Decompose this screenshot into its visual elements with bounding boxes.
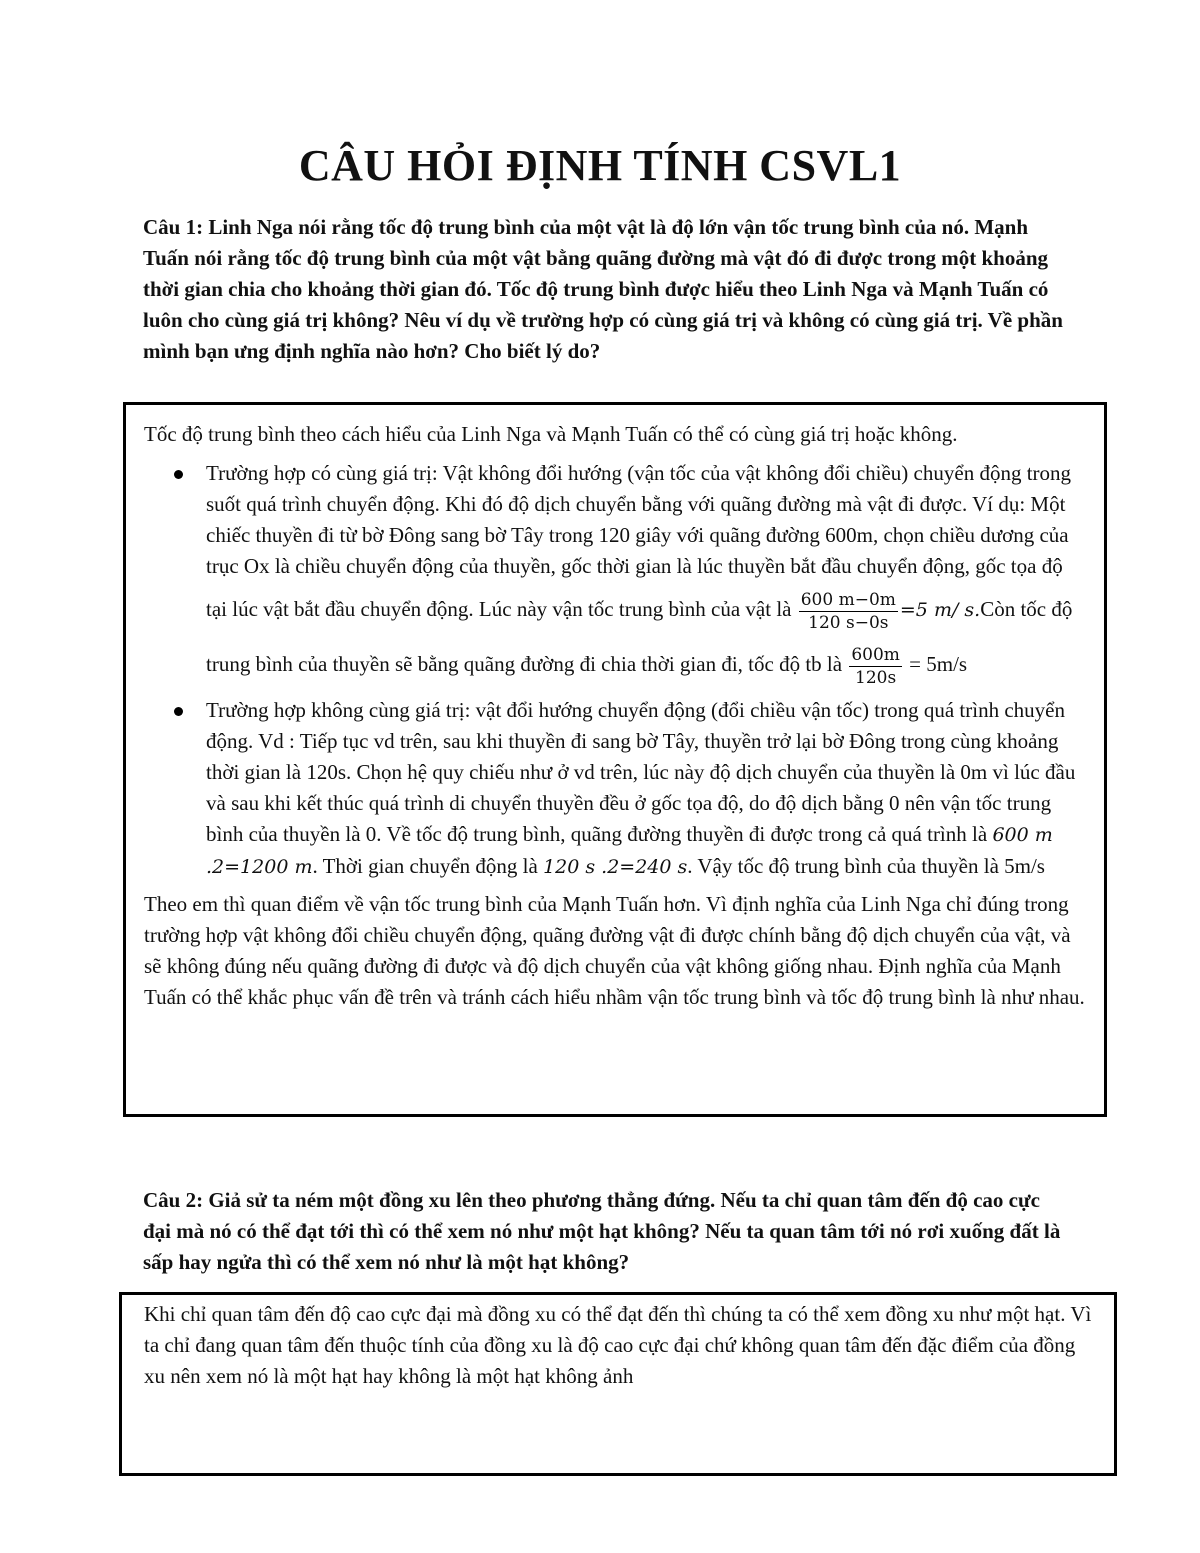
page-title: CÂU HỎI ĐỊNH TÍNH CSVL1 <box>298 141 902 190</box>
answer-1-intro: Tốc độ trung bình theo cách hiểu của Linh Nga và Mạnh Tuấn có thể có cùng giá trị hoặc không. <box>144 422 958 446</box>
bullet-2-mid: . Thời gian chuyển động là <box>312 854 538 878</box>
list-item <box>206 458 1088 691</box>
fraction-denominator: 120s <box>855 667 897 688</box>
bullet-1-line-a-end: Còn tốc độ trung bình của <box>206 597 1073 676</box>
question-2-label: Câu 2: <box>143 1188 204 1212</box>
math-distance: 600 m .2=1200 m <box>206 824 1053 878</box>
bullet-2-text: Trường hợp không cùng giá trị: vật đổi hướng chuyển động (đổi chiều vận tốc) trong quá trình chuyển động. Vd : Tiếp tục vd trên, sau khi thuyền đi sang bờ Tây, thuyền trở lại bờ Đông trong cùng khoảng thời gian là 120s. Chọn hệ quy chiếu như ở vd trên, lúc này độ dịch chuyển của thuyền là 0m vì lúc đầu và sau khi kết thúc quá trình di chuyển thuyền đều ở gốc tọa độ, do độ dịch bằng 0 nên vận tốc trung bình của thuyền là 0. Về tốc độ trung bình, quãng đường thuyền đi được trong cả quá trình là <box>206 698 1076 846</box>
bullet-1-line-a: động. Lúc này vận tốc trung bình của vật là <box>426 597 792 621</box>
question-2 <box>143 1185 1063 1278</box>
bullet-1-text: Trường hợp có cùng giá trị: Vật không đổi hướng (vận tốc của vật không đổi chiều) chuyển động trong suốt quá trình chuyển động. Khi đó độ dịch chuyển bằng với quãng đường mà vật đi được. Ví dụ: Một chiếc thuyền đi từ bờ Đông sang bờ Tây trong 120 giây với quãng đường 600m, chọn chiều dương của trục Ox là chiều chuyển động của thuyền, gốc thời gian là lúc thuyền bắt đầu chuyển động, gốc tọa độ tại lúc vật bắt đầu chuyển <box>206 461 1072 621</box>
fraction-result: = 5m/s <box>909 652 968 676</box>
answer-1-conclusion: Theo em thì quan điểm về vận tốc trung bình của Mạnh Tuấn hơn. Vì định nghĩa của Linh Nga chỉ đúng trong trường hợp vật không đổi chiều chuyển động, quãng đường vật đi được chính bằng độ dịch chuyển của vật, và sẽ không đúng nếu quãng đường đi được và độ dịch chuyển của vật không giống nhau. Định nghĩa của Mạnh Tuấn có thể khắc phục vấn đề trên và tránh cách hiểu nhầm vận tốc trung bình và tốc độ trung bình là như nhau. <box>144 892 1085 1009</box>
fraction-result: =5 m/ s. <box>899 599 981 621</box>
fraction-numerator: 600m <box>851 644 900 665</box>
answer-2-box <box>119 1292 1117 1476</box>
list-item <box>206 695 1088 883</box>
bullet-icon <box>174 470 183 479</box>
fraction-speed <box>849 644 902 689</box>
bullet-2-end: . Vậy tốc độ trung bình của thuyền là 5m/s <box>687 854 1045 878</box>
answer-1-box <box>123 402 1107 1117</box>
math-time: 120 s .2=240 s <box>543 856 688 878</box>
fraction-denominator: 120 s−0s <box>808 612 889 633</box>
bullet-icon <box>174 707 183 716</box>
bullet-1-line-b: thuyền sẽ bằng quãng đường đi chia thời gian đi, tốc độ tb là <box>332 652 843 676</box>
answer-1-list <box>144 458 1088 883</box>
question-2-text: Giả sử ta ném một đồng xu lên theo phương thẳng đứng. Nếu ta chỉ quan tâm đến độ cao cực đại mà nó có thể đạt tới thì có thể xem nó như một hạt không? Nếu ta quan tâm tới nó rơi xuống đất là sấp hay ngửa thì có thể xem nó như là một hạt không? <box>143 1188 1061 1274</box>
answer-2-text: Khi chỉ quan tâm đến độ cao cực đại mà đồng xu có thể đạt đến thì chúng ta có thể xem đồng xu như một hạt. Vì ta chỉ đang quan tâm đến thuộc tính của đồng xu là độ cao cực đại chứ không quan tâm đến đặc điểm của đồng xu nên xem nó là một hạt hay không là một hạt không ảnh <box>144 1302 1092 1388</box>
question-1-label: Câu 1: <box>143 215 204 239</box>
question-1 <box>143 212 1063 367</box>
fraction-numerator: 600 m−0m <box>800 589 896 610</box>
question-1-text: Linh Nga nói rằng tốc độ trung bình của một vật là độ lớn vận tốc trung bình của nó. Mạnh Tuấn nói rằng tốc độ trung bình của một vật bằng quãng đường mà vật đó đi được trong một khoảng thời gian chia cho khoảng thời gian đó. Tốc độ trung bình được hiểu theo Linh Nga và Mạnh Tuấn có luôn cho cùng giá trị không? Nêu ví dụ về trường hợp có cùng giá trị và không có cùng giá trị. Về phần mình bạn ưng định nghĩa nào hơn? Cho biết lý do? <box>143 215 1063 363</box>
fraction-velocity <box>799 589 898 634</box>
